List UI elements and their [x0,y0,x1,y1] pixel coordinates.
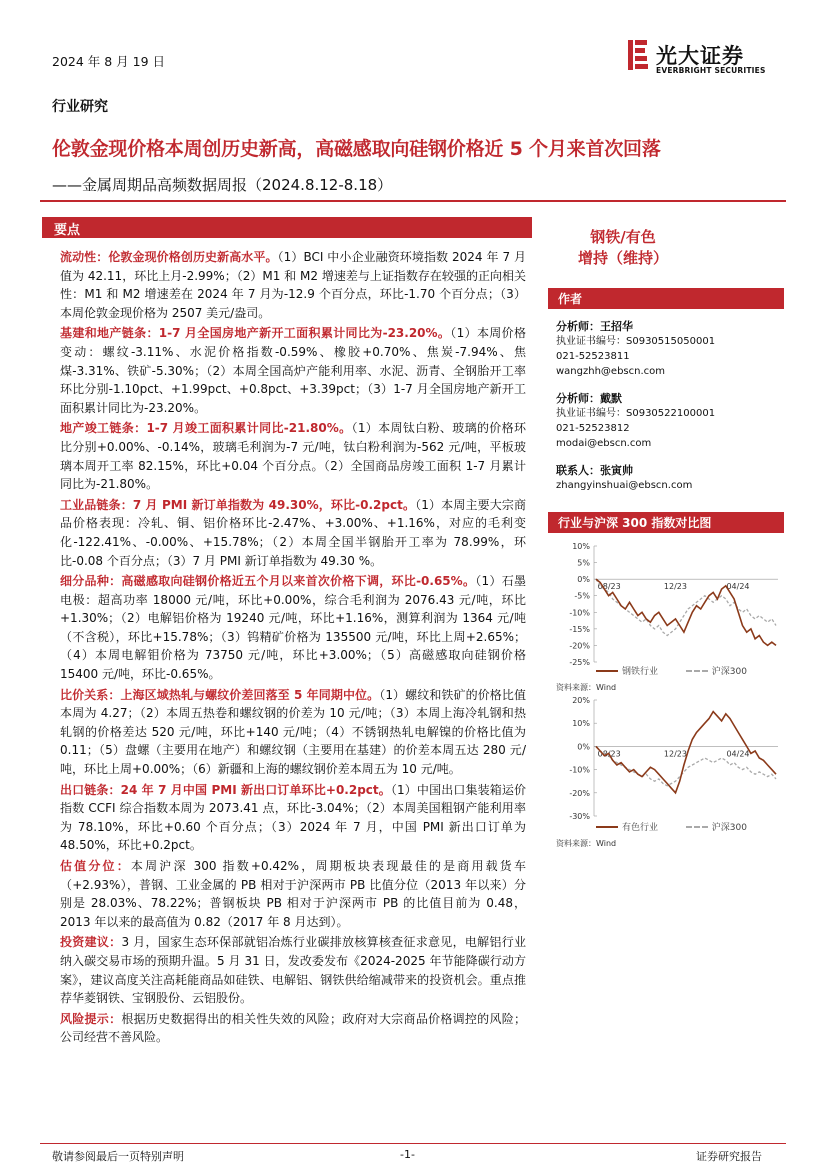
nonferrous-vs-csi300-chart [556,694,784,824]
logo-mark-icon [626,38,650,72]
para-text: （1）中国出口集装箱运价指数 CCFI 综合指数本周为 2073.41 点，环比-3.04%；（2）本周美国粗钢产能利用率为 78.10%，环比+0.60 个百分点；（3）2024 年 7 月，中国 PMI 新出口订单为 48.50%，环比+0.2pct。 [60,782,526,853]
page-number: -1- [400,1148,415,1161]
header-divider [40,200,786,202]
para-liquidity [60,248,526,322]
legend-label: 钢铁行业 [622,667,659,677]
x-tick-label: 12/23 [663,749,687,759]
para-text: （1）本周价格变动：螺纹-3.11%、水泥价格指数-0.59%、橡胶+0.70%、焦炭-7.94%、焦煤-3.31%、铁矿-5.30%；（2）本周全国高炉产能利用率、水泥、沥青、全钢胎开工率环比分别-1.10pct、+1.99pct、+0.8pct、+3.39pct；（3）1-7 月全国房地产新开工面积累计同比为-23.20%。 [60,326,526,415]
para-price-ratio [60,686,526,779]
legend-label: 沪深300 [711,667,747,677]
para-text: 根据历史数据得出的相关性失效的风险；政府对大宗商品价格调控的风险；公司经营不善风险。 [60,1011,526,1045]
para-export [60,781,526,855]
author-card [556,391,784,451]
para-lead: 投资建议： [60,935,122,950]
y-tick-label: -20% [569,788,590,798]
para-lead: 工业品链条：7 月 PMI 新订单指数为 49.30%，环比-0.2pct。 [60,497,416,512]
author-name: 分析师：戴默 [556,392,622,405]
para-infrastructure [60,324,526,417]
para-text: 本周沪深 300 指数+0.42%，周期板块表现最佳的是商用载货车（+2.93%），普钢、工业金属的 PB 相对于沪深两市 PB 比值分位（2013 年以来）分别是 28.03%、78.22%；普钢板块 PB 相对于沪深两市 PB 的比值目前为 0.48，2013 年以来的最高值为 0.82（2017 年 8 月达到）。 [60,859,526,929]
author-email[interactable]: modai@ebscn.com [556,438,652,449]
keypoints-body [60,248,526,1049]
author-card [556,319,784,379]
steel-vs-csi300-chart [556,540,784,670]
x-tick-label: 04/24 [726,749,750,759]
author-email[interactable]: wangzhh@ebscn.com [556,366,665,377]
report-category: 行业研究 [52,99,108,115]
para-valuation [60,857,526,931]
para-subcategories [60,572,526,684]
para-lead: 细分品种：高磁感取向硅钢价格近五个月以来首次价格下调，环比-0.65%。 [60,574,476,589]
sector-rating [548,227,698,269]
para-lead: 地产竣工链条：1-7 月竣工面积累计同比-21.80%。 [60,421,352,436]
legend-swatch [686,826,708,828]
y-tick-label: -10% [569,765,590,775]
authors-list [556,319,784,493]
author-cert: 执业证书编号：S0930522100001 [556,408,716,419]
para-industrial [60,496,526,570]
legend-label: 沪深300 [711,823,747,833]
author-name: 分析师：王招华 [556,320,633,333]
para-text: 3 月，国家生态环保部就铝冶炼行业碳排放核算核查征求意见，电解铝行业纳入碳交易市场的预期升温。5 月 31 日，发改委发布《2024-2025 年节能降碳行动方案》，建议高度关注高耗能商品如硅铁、电解铝、钢铁供给缩减带来的投资机会。重点推荐华菱钢铁、宝钢股份、云铝股份。 [60,935,526,1006]
legend-label: 有色行业 [622,823,659,833]
contact-email[interactable]: zhangyinshuai@ebscn.com [556,480,693,491]
author-cert: 执业证书编号：S0930515050001 [556,336,716,347]
legend-swatch [596,826,618,828]
para-text: （1）螺纹和铁矿的价格比值本周为 4.27；（2）本周五热卷和螺纹钢的价差为 10 元/吨；（3）本周上海冷轧钢和热轧钢的价格差达 520 元/吨，环比+140 元/吨；（4）不锈钢热轧电解镍的价格比值为 0.11；（5）盘螺（主要用在地产）和螺纹钢（主要用在基建）的价差本周五达 280 元/吨，环比上周+0.00%；（6）新疆和上海的螺纹钢价差本周五为 10 元/吨。 [60,687,526,777]
author-phone: 021-52523812 [556,423,630,434]
y-tick-label: -20% [569,641,590,651]
para-lead: 风险提示： [60,1011,122,1026]
x-tick-label: 08/23 [597,582,621,592]
author-phone: 021-52523811 [556,351,630,362]
contact-name: 联系人：张寅帅 [556,464,633,477]
report-subtitle: ——金属周期品高频数据周报（2024.8.12-8.18） [52,176,393,194]
legend-swatch [686,670,708,672]
para-text: （1）石墨电极：超高功率 18000 元/吨，环比+0.00%，综合毛利润为 2076.43 元/吨，环比+1.30%；（2）电解铝价格为 19240 元/吨，环比+1.16%，测算利润为 1364 元/吨（不含税），环比+15.78%；（3）钨精矿价格为 135500 元/吨，环比上周+2.65%；（4）本周电解钼价格为 73750 元/吨，环比+3.00%；（5）高磁感取向硅钢价格 15400 元/吨，环比-0.65%。 [60,574,526,682]
para-text: （1）本周主要大宗商品价格表现：冷轧、铜、铝价格环比-2.47%、+3.00%、+1.16%，对应的毛利变化-122.41%、-0.00%、+15.78%；（2）本周全国半钢胎开工率为 78.99%，环比-0.08 个百分点；（3）7 月 PMI 新订单指数为 49.30 %。 [60,497,527,568]
rating: 增持（维持） [577,249,668,267]
para-lead: 流动性：伦敦金现价格创历史新高水平。 [60,250,278,264]
footer-disclaimer[interactable]: 敬请参阅最后一页特别声明 [52,1150,184,1163]
footer-label: 证券研究报告 [696,1150,762,1163]
logo-text-cn: 光大证券 [656,44,744,68]
para-lead: 基建和地产链条：1-7 月全国房地产新开工面积累计同比为-23.20%。 [60,326,451,341]
chart-header: 行业与沪深 300 指数对比图 [548,512,784,533]
report-title: 伦敦金现价格本周创历史新高，高磁感取向硅钢价格近 5 个月来首次回落 [52,138,661,160]
x-tick-label: 08/23 [597,749,621,759]
para-completion [60,419,526,493]
para-text: （1）本周钛白粉、玻璃的价格环比分别+0.00%、-0.14%，玻璃毛利润为-7 元/吨，钛白粉利润为-562 元/吨，平板玻璃本周开工率 82.15%，环比+0.04 个百分点。（2）全国商品房竣工面积 1-7 月累计同比为-21.80%。 [60,421,526,492]
y-tick-label: 10% [572,542,590,551]
y-tick-label: 0% [577,742,590,752]
para-lead: 比价关系：上海区域热轧与螺纹价差回落至 5 年同期中位。 [60,687,380,702]
para-text: （1）BCI 中小企业融资环境指数 2024 年 7 月值为 42.11，环比上月-2.99%；（2）M1 和 M2 增速差与上证指数存在较强的正向相关性：M1 和 M2 增速差在 2024 年 7 月为-12.9 个百分点，环比-1.70 个百分点；（3）本周伦敦金现价格为 2507 美元/盎司。 [60,250,526,320]
para-risk [60,1010,526,1047]
chart1-legend [596,664,776,678]
x-tick-label: 04/24 [726,582,750,592]
chart1-source: 资料来源：Wind [556,683,617,692]
para-lead: 估值分位： [60,859,131,873]
y-tick-label: -25% [569,658,590,667]
legend-swatch [596,670,618,672]
chart2-legend [596,820,776,834]
sector-name: 钢铁/有色 [590,228,656,246]
y-tick-label: 0% [577,575,590,585]
y-tick-label: -30% [569,812,590,821]
report-date: 2024 年 8 月 19 日 [52,54,166,69]
chart2-source: 资料来源：Wind [556,839,617,848]
y-tick-label: -15% [569,624,590,634]
y-tick-label: 5% [577,558,590,568]
y-tick-label: -10% [569,608,590,618]
para-lead: 出口链条：24 年 7 月中国 PMI 新出口订单环比+0.2pct。 [60,782,391,797]
brand-logo [626,38,776,78]
y-tick-label: 20% [572,696,590,705]
footer-divider [40,1143,786,1144]
y-tick-label: 10% [572,719,590,729]
keypoints-header: 要点 [42,217,532,238]
x-tick-label: 12/23 [663,582,687,592]
logo-text-en: EVERBRIGHT SECURITIES [656,66,766,75]
contact-card [556,463,784,493]
authors-header: 作者 [548,288,784,309]
para-investment [60,933,526,1007]
y-tick-label: -5% [574,591,590,601]
